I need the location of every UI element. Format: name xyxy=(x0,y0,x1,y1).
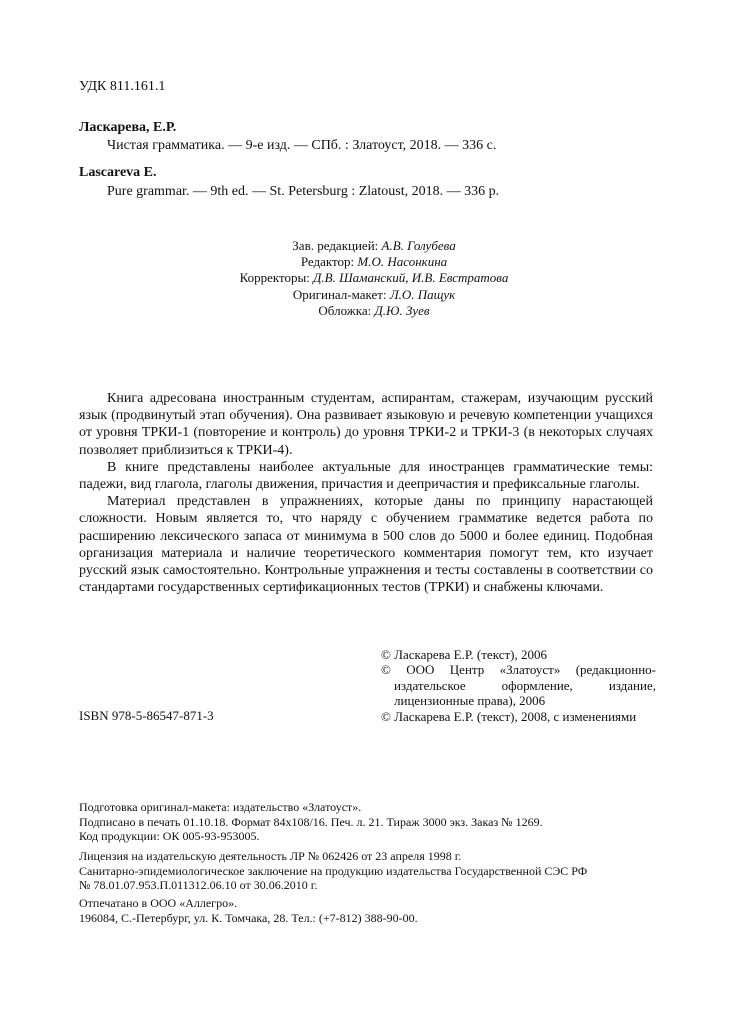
credit-role: Обложка: xyxy=(318,302,372,318)
imprint-line: Санитарно-эпидемиологическое заключение на продукцию издательства Государственной СЭС РФ xyxy=(79,863,588,878)
credit-row xyxy=(0,270,748,286)
credit-role: Редактор: xyxy=(300,254,355,270)
credit-row xyxy=(0,303,748,319)
author-en: Lascareva E. xyxy=(79,165,157,180)
copyright-block xyxy=(381,647,656,724)
imprint-line: 196084, С.-Петербург, ул. К. Томчака, 28. Тел.: (+7-812) 388-90-00. xyxy=(79,910,418,925)
credit-name: Л.О. Пащук xyxy=(389,286,456,302)
credit-role: Оригинал-макет: xyxy=(292,286,387,302)
credit-role: Зав. редакцией: xyxy=(292,238,379,253)
copyright-line: © Ласкарева Е.Р. (текст), 2008, с изменениями xyxy=(381,708,637,724)
editorial-credits xyxy=(0,238,748,319)
credit-row xyxy=(0,287,748,303)
credit-name: М.О. Насонкина xyxy=(357,254,448,270)
imprint-line: Подготовка оригинал-макета: издательство «Златоуст». xyxy=(79,800,362,814)
imprint-line: Код продукции: ОК 005-93-953005. xyxy=(79,829,260,844)
copyright-line: © ООО Центр «Златоуст» (редакционно-издательское оформление, издание, лицензионные права), 2006 xyxy=(381,662,656,709)
imprint-production xyxy=(79,800,679,844)
annotation-paragraph: В книге представлены наиболее актуальные для иностранцев грамматические темы: падежи, вид глагола, глаголы движения, причастия и деепричастия и префиксальные глаголы. xyxy=(79,459,653,493)
author-ru: Ласкарева, Е.Р. xyxy=(79,120,177,135)
credit-row xyxy=(0,254,748,270)
annotation-paragraph: Материал представлен в упражнениях, которые даны по принципу нарастающей сложности. Новым является то, что наряду с обучением грамматике ведется работа по расширению лексического запаса от минимума в 500 слов до 5000 и более единиц. Подобная организация материала и наличие теоретического комментария помогут тем, кто изучает русский язык самостоятельно. Контрольные упражнения и тесты составлены в соответствии со стандартами государственных сертификационных тестов (ТРКИ) и снабжены ключами. xyxy=(79,494,653,596)
isbn: ISBN 978-5-86547-871-3 xyxy=(79,708,214,723)
udk-code: УДК 811.161.1 xyxy=(79,79,166,94)
credit-name: Д.Ю. Зуев xyxy=(374,302,430,318)
credit-name: Д.В. Шаманский, И.В. Евстратова xyxy=(313,270,509,286)
imprint-line: Отпечатано в ООО «Аллегро». xyxy=(79,896,238,910)
annotation xyxy=(79,390,653,596)
bibliographic-line-en: Pure grammar. — 9th ed. — St. Petersburg : Zlatoust, 2018. — 336 p. xyxy=(107,184,500,199)
copyright-line: © Ласкарева Е.Р. (текст), 2006 xyxy=(381,647,547,662)
bibliographic-line-ru: Чистая грамматика. — 9-е изд. — СПб. : Златоуст, 2018. — 336 с. xyxy=(107,138,497,153)
imprint-printer xyxy=(79,896,679,925)
imprint-license xyxy=(79,849,679,893)
credit-row xyxy=(0,238,748,254)
imprint-line: Лицензия на издательскую деятельность ЛР № 062426 от 23 апреля 1998 г. xyxy=(79,849,462,863)
imprint-line: Подписано в печать 01.10.18. Формат 84x108/16. Печ. л. 21. Тираж 3000 экз. Заказ № 1269. xyxy=(79,814,543,829)
annotation-paragraph: Книга адресована иностранным студентам, аспирантам, стажерам, изучающим русский язык (продвинутый этап обучения). Она развивает языковую и речевую компетенции учащихся от уровня ТРКИ-1 (повторение и контроль) до уровня ТРКИ-2 и ТРКИ-3 (в некоторых случаях позволяет приблизиться к ТРКИ-4). xyxy=(79,391,653,458)
credit-role: Корректоры: xyxy=(239,270,310,286)
imprint-line: № 78.01.07.953.П.011312.06.10 от 30.06.2010 г. xyxy=(79,878,318,893)
credit-name: А.В. Голубева xyxy=(381,238,456,253)
